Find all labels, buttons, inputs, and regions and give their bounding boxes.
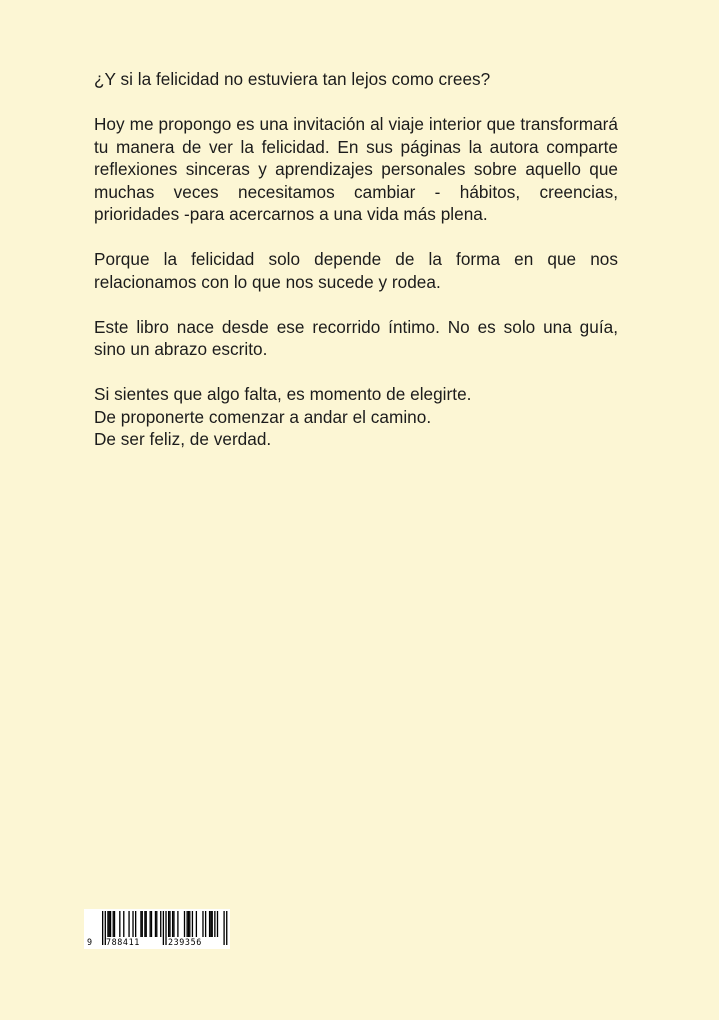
barcode-left-digits: 788411 [106,937,140,947]
barcode-bar [202,911,203,937]
barcode-bar [173,911,174,937]
closing-line-1: Si sientes que algo falta, es momento de elegirte. [94,384,472,404]
barcode-bar [188,911,189,937]
barcode-bar [226,911,227,945]
closing-line-3: De ser feliz, de verdad. [94,429,272,449]
barcode-bar [146,911,147,937]
barcode-bar [217,911,218,937]
barcode-bar [223,911,224,945]
barcode-bar [184,911,185,937]
barcode-bar [140,911,141,937]
barcode-bar [155,911,156,937]
barcode-bar [214,911,215,937]
barcode-bar [151,911,152,937]
barcode-bar [109,911,110,937]
isbn-barcode [84,909,230,949]
barcode-bar [163,911,164,945]
barcode-bar [128,911,129,937]
barcode-bar [150,911,151,937]
barcode-bar [172,911,173,937]
barcode-bar [165,911,166,945]
closing-lines [94,383,618,451]
barcode-bar [169,911,170,937]
barcode-bar [186,911,187,937]
barcode-bar [160,911,161,937]
barcode-bar [119,911,120,937]
barcode-bar [102,911,103,945]
barcode-bar [189,911,190,937]
barcode-bar [107,911,108,937]
barcode-bar [114,911,115,937]
opening-question: ¿Y si la felicidad no estuviera tan lejos como crees? [94,69,491,89]
blurb-paragraph-intro: Hoy me propongo es una invitación al viaje interior que transformará tu manera de ver la felicidad. En sus páginas la autora comparte reflexiones sinceras y aprendizajes personales sobre aquello que muchas veces necesitamos cambiar - hábitos, creencias, prioridades -para acercarnos a una vida más plena. [94,114,618,224]
blurb-paragraph-happiness: Porque la felicidad solo depende de la forma en que nos relacionamos con lo que nos sucede y rodea. [94,249,618,292]
barcode-bar [113,911,114,937]
closing-line-2: De proponerte comenzar a andar el camino. [94,406,432,427]
barcode-bar [205,911,206,937]
barcode-bar [142,911,143,937]
barcode-bar [135,911,136,937]
blurb-paragraph-book: Este libro nace desde ese recorrido íntimo. No es solo una guía, sino un abrazo escrito. [94,316,618,359]
barcode-bar [210,911,211,937]
barcode-bar [212,911,213,937]
barcode-bar [196,911,197,937]
barcode-bar [209,911,210,937]
barcode-right-digits: 239356 [168,937,202,947]
barcode-bar [177,911,178,937]
barcode-bar [168,911,169,937]
barcode-bar [144,911,145,937]
barcode-bar [123,911,124,937]
barcode-bar [192,911,193,937]
barcode-first-digit: 9 [87,937,93,947]
barcode-bar [132,911,133,937]
barcode-bar [110,911,111,937]
blurb-text [94,68,618,473]
barcode-bar [156,911,157,937]
